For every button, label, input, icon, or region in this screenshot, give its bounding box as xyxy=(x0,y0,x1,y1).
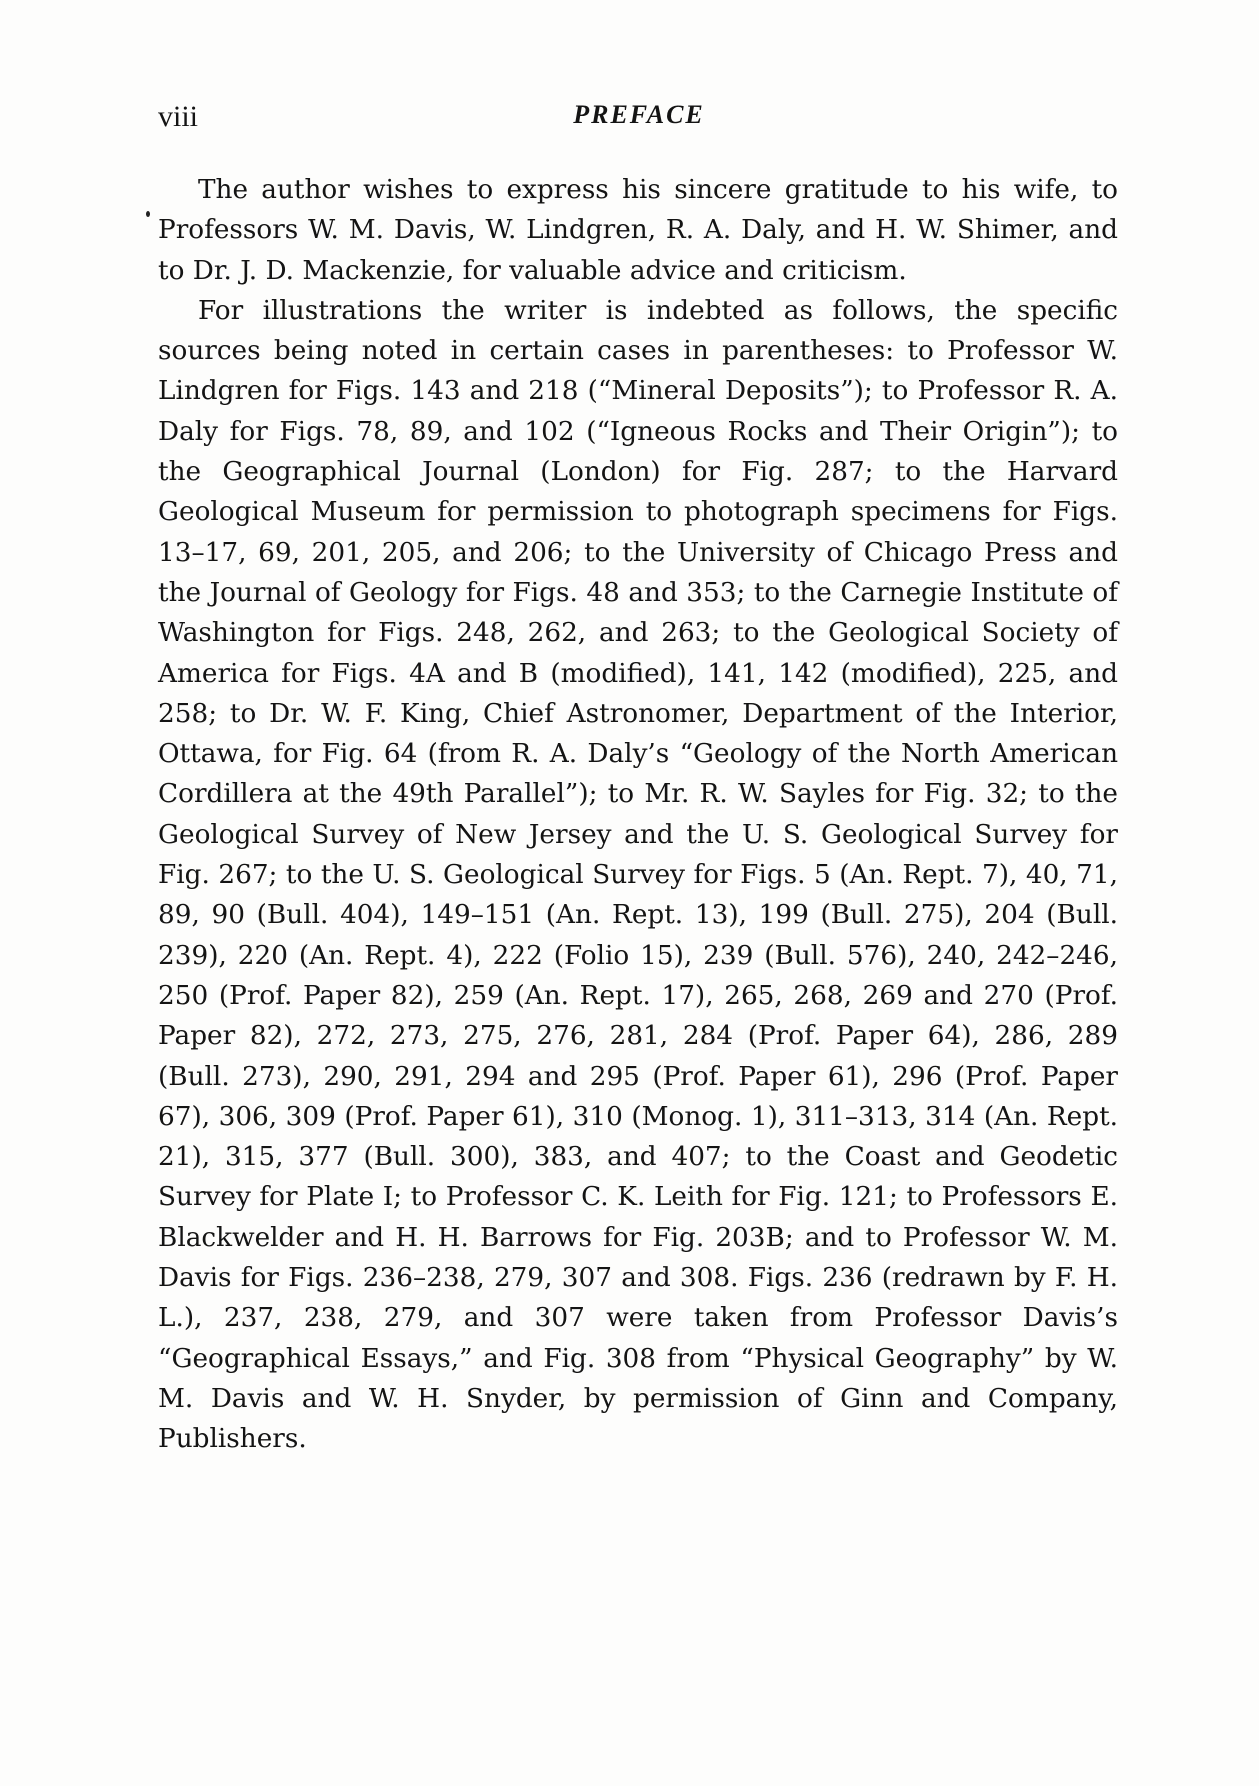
page-number: viii xyxy=(158,100,199,133)
running-head xyxy=(158,100,1120,140)
illustrations-credit-paragraph: For illustrations the writer is indebted as follows, the specific sources being noted in certain cases in parentheses: to Professor W. Lindgren for Figs. 143 and 218 (“Mineral Deposits”); to Professor R. A. Daly for Figs. 78, 89, and 102 (“Igneous Rocks and Their Origin”); to the Geographical Journal (London) for Fig. 287; to the Harvard Geological Museum for permission to photograph specimens for Figs. 13–17, 69, 201, 205, and 206; to the University of Chicago Press and the Journal of Geology for Figs. 48 and 353; to the Carnegie Institute of Washington for Figs. 248, 262, and 263; to the Geological Society of America for Figs. 4A and B (modified), 141, 142 (modified), 225, and 258; to Dr. W. F. King, Chief Astronomer, Department of the Interior, Ottawa, for Fig. 64 (from R. A. Daly’s “Geology of the North American Cordillera at the 49th Parallel”); to Mr. R. W. Sayles for Fig. 32; to the Geological Survey of New Jersey and the U. S. Geological Survey for Fig. 267; to the U. S. Geological Survey for Figs. 5 (An. Rept. 7), 40, 71, 89, 90 (Bull. 404), 149–151 (An. Rept. 13), 199 (Bull. 275), 204 (Bull. 239), 220 (An. Rept. 4), 222 (Folio 15), 239 (Bull. 576), 240, 242–246, 250 (Prof. Paper 82), 259 (An. Rept. 17), 265, 268, 269 and 270 (Prof. Paper 82), 272, 273, 275, 276, 281, 284 (Prof. Paper 64), 286, 289 (Bull. 273), 290, 291, 294 and 295 (Prof. Paper 61), 296 (Prof. Paper 67), 306, 309 (Prof. Paper 61), 310 (Monog. 1), 311–313, 314 (An. Rept. 21), 315, 377 (Bull. 300), 383, and 407; to the Coast and Geodetic Survey for Plate I; to Professor C. K. Leith for Fig. 121; to Professors E. Blackwelder and H. H. Barrows for Fig. 203B; and to Professor W. M. Davis for Figs. 236–238, 279, 307 and 308. Figs. 236 (redrawn by F. H. L.), 237, 238, 279, and 307 were taken from Professor Davis’s “Geographical Essays,” and Fig. 308 from “Physical Geography” by W. M. Davis and W. H. Snyder, by permission of Ginn and Company, Publishers. xyxy=(158,295,1118,1455)
margin-dot xyxy=(146,211,150,217)
acknowledgment-paragraph: The author wishes to express his sincere gratitude to his wife, to Professors W. M. Davis, W. Lindgren, R. A. Daly, and H. W. Shimer, and to Dr. J. D. Mackenzie, for valuable advice and criticism. xyxy=(158,175,1118,286)
running-title: PREFACE xyxy=(573,100,705,129)
preface-body xyxy=(158,170,1118,1460)
